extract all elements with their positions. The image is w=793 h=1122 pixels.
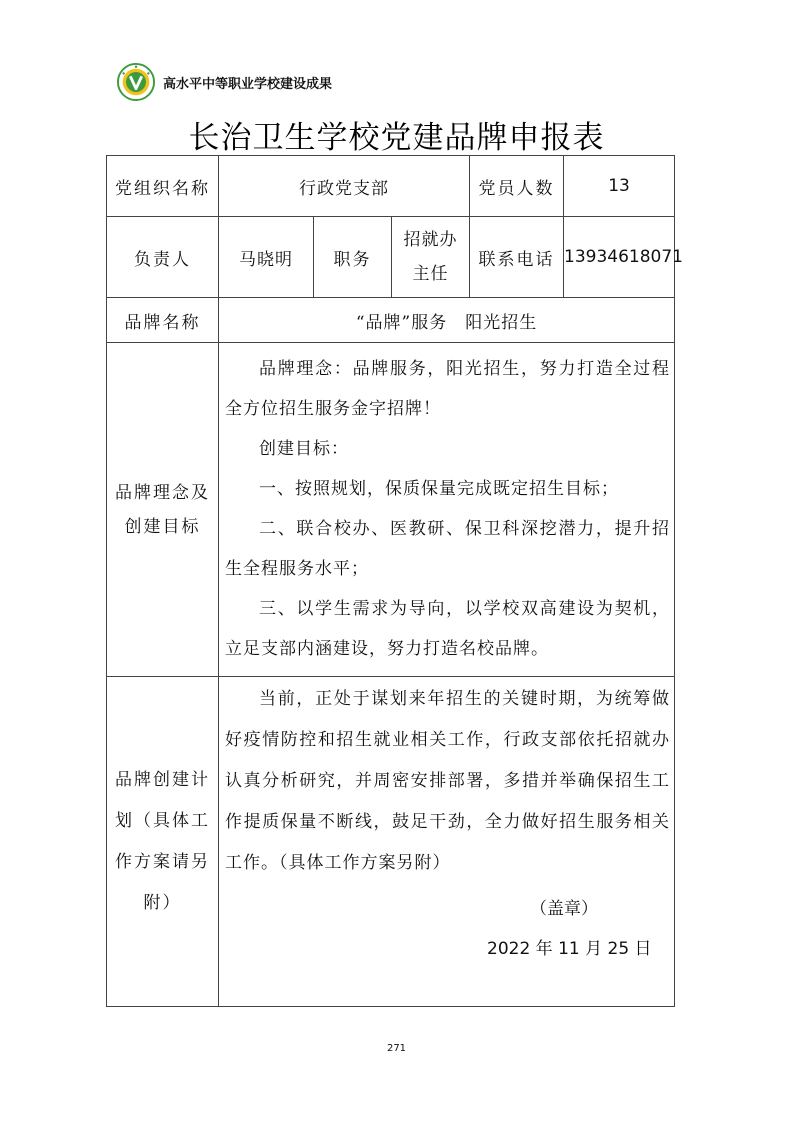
date-text: 2022 年 11 月 25 日 [487,939,652,959]
position-value-line: 主任 [412,264,449,284]
concept-paragraph: 品牌理念：品牌服务，阳光招生，努力打造全过程全方位招生服务金字招牌！ [225,359,671,419]
page-title: 长治卫生学校党建品牌申报表 [188,120,605,156]
table-row [107,156,675,217]
position-value [392,217,470,298]
plan-content [219,677,675,1007]
concept-paragraph: 创建目标： [259,439,349,459]
concept-paragraph: 二、联合校办、医教研、保卫科深挖潜力，提升招生全程服务水平； [225,519,671,579]
position-value-line: 招就办 [403,230,458,250]
concept-paragraph: 一、按照规划，保质保量完成既定招生目标； [259,479,619,499]
page-number: 271 [386,1043,407,1054]
plan-label [107,677,219,1007]
members-label: 党员人数 [470,156,564,217]
school-logo-icon [117,63,155,101]
table-row [107,217,675,298]
org-name-label: 党组织名称 [107,156,219,217]
concept-content [219,343,675,677]
leader-value: 马晓明 [219,217,314,298]
table-row [107,298,675,343]
plan-label-line: 划（具体工 [115,810,210,831]
org-name-value: 行政党支部 [219,156,470,217]
phone-value: 13934618071 [564,217,675,298]
concept-label-line: 品牌理念及 [115,482,210,503]
concept-paragraph: 三、以学生需求为导向，以学校双高建设为契机，立足支部内涵建设，努力打造名校品牌。 [225,599,671,659]
brand-name-value: “品牌”服务 阳光招生 [219,298,675,343]
position-label: 职务 [314,217,392,298]
members-value: 13 [564,156,675,217]
plan-label-line: 作方案请另 [115,851,210,872]
table-row [107,677,675,1007]
concept-label [107,343,219,677]
application-form-table [106,155,683,1007]
seal-text: （盖章） [530,899,598,919]
phone-label: 联系电话 [470,217,564,298]
banner-text: 高水平中等职业学校建设成果 [163,76,333,92]
plan-label-line: 品牌创建计 [115,769,210,790]
plan-label-line: 附） [143,892,182,913]
table-row [107,343,675,677]
plan-paragraph: 当前，正处于谋划来年招生的关键时期，为统筹做好疫情防控和招生就业相关工作，行政支部依托招就办认真分析研究，并周密安排部署，多措并举确保招生工作提质保量不断线，鼓足干劲，全力做好招生服务相关工作。（具体工作方案另附） [225,689,671,873]
page-header [117,62,332,102]
concept-label-line: 创建目标 [124,516,201,537]
brand-name-label: 品牌名称 [107,298,219,343]
leader-label: 负责人 [107,217,219,298]
